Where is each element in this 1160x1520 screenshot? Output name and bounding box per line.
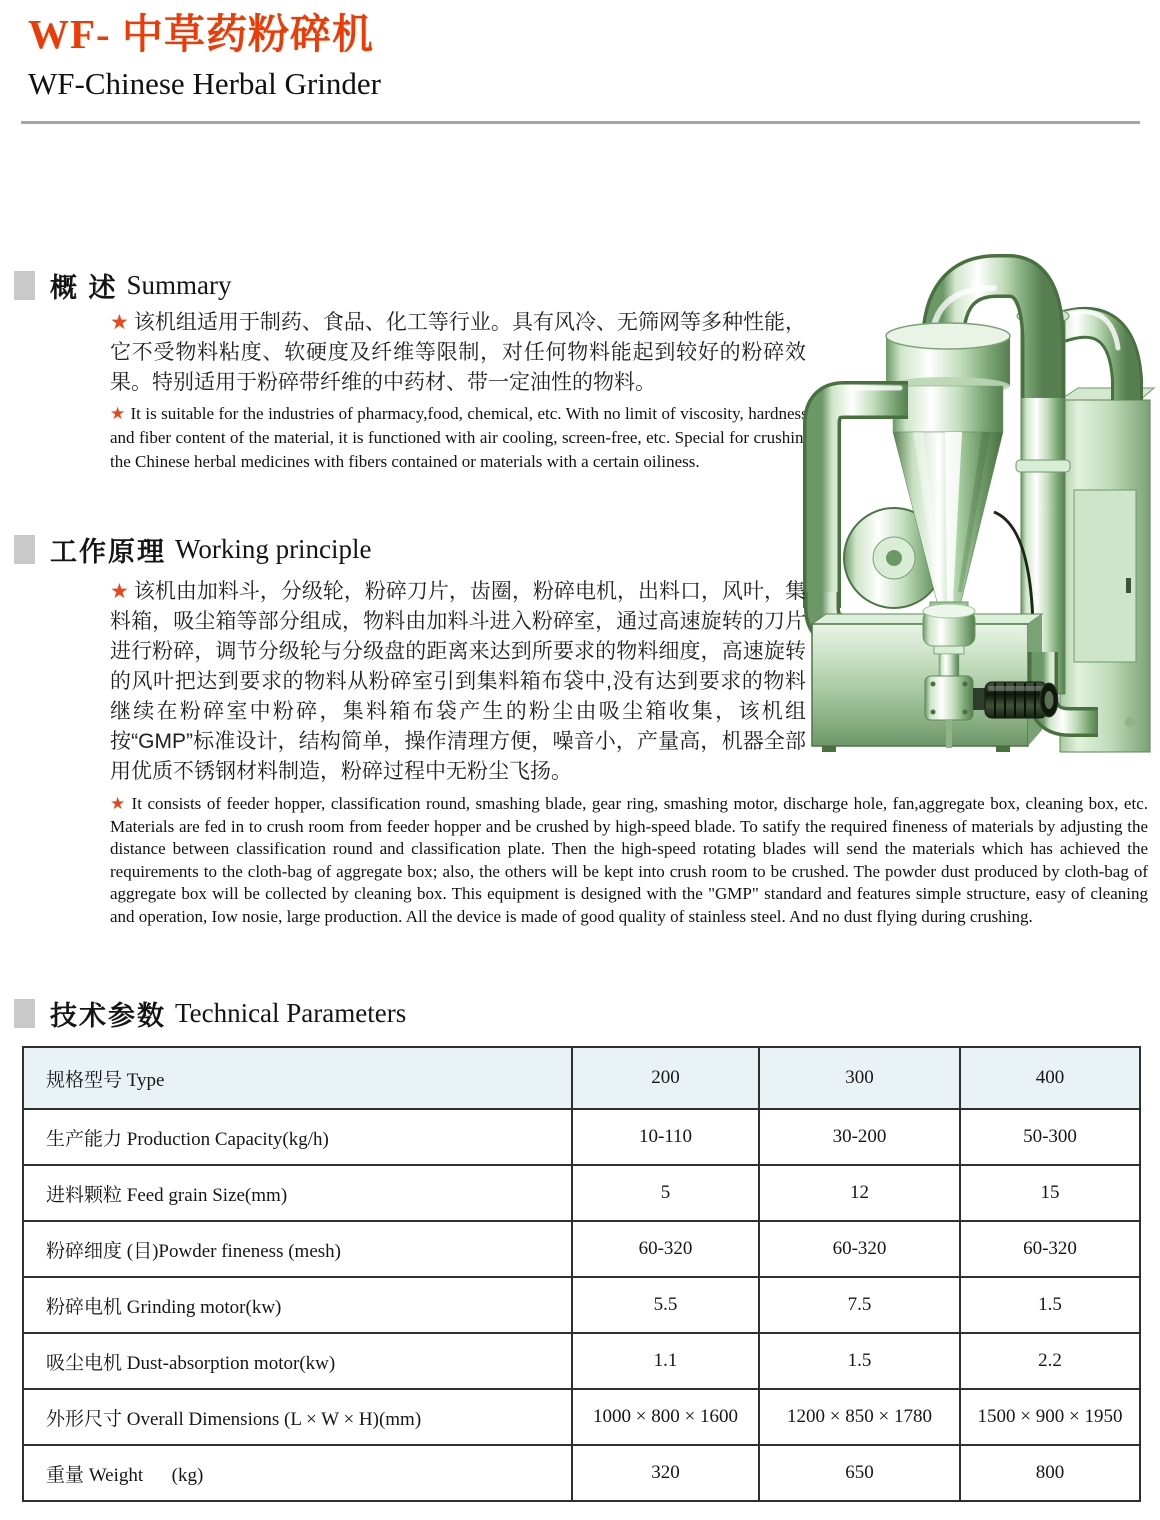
section-heading-zh: 技术参数: [50, 1001, 166, 1031]
row-value: 650: [759, 1445, 960, 1501]
row-label: 生产能力 Production Capacity(kg/h): [23, 1109, 572, 1165]
summary-text-en: It is suitable for the industries of pharmacy,food, chemical, etc. With no limit of viscosity, hardness, and fiber content of the material, it is functioned with air cooling, screen-free, etc. Special for crushing the Chinese herbal medicines with fibers contained or materials with a certain oiliness.: [110, 404, 812, 471]
working-paragraph-zh: [110, 577, 806, 787]
header-divider: [21, 121, 1140, 124]
section-heading-zh: 概 述: [50, 273, 118, 303]
table-row: [23, 1109, 1140, 1165]
table-row: [23, 1221, 1140, 1277]
row-label: 外形尺寸 Overall Dimensions (L × W × H)(mm): [23, 1389, 572, 1445]
row-value: 1.5: [960, 1277, 1140, 1333]
row-label: 粉碎电机 Grinding motor(kw): [23, 1277, 572, 1333]
row-value: 60-320: [759, 1221, 960, 1277]
section-bullet-icon: [14, 535, 35, 564]
row-value: 10-110: [572, 1109, 759, 1165]
row-value: 1500 × 900 × 1950: [960, 1389, 1140, 1445]
summary-paragraph-zh: [110, 308, 806, 398]
row-label: 重量 Weight (kg): [23, 1445, 572, 1501]
row-value: 1.1: [572, 1333, 759, 1389]
row-value: 12: [759, 1165, 960, 1221]
table-header-label: 规格型号 Type: [23, 1047, 572, 1109]
page-subtitle: WF-Chinese Herbal Grinder: [28, 66, 381, 101]
row-value: 50-300: [960, 1109, 1140, 1165]
section-heading-en: Working principle: [175, 534, 372, 564]
star-icon: ★: [110, 580, 129, 603]
table-row: [23, 1389, 1140, 1445]
machine-photo: [796, 252, 1156, 790]
star-icon: ★: [110, 311, 129, 334]
section-bullet-icon: [14, 271, 35, 300]
model-300: 300: [759, 1047, 960, 1109]
model-400: 400: [960, 1047, 1140, 1109]
section-heading-en: Technical Parameters: [175, 998, 407, 1028]
row-value: 15: [960, 1165, 1140, 1221]
summary-text-zh: 该机组适用于制药、食品、化工等行业。具有风冷、无筛网等多种性能，它不受物料粘度、软硬度及纤维等限制，对任何物料能起到较好的粉碎效果。特别适用于粉碎带纤维的中药材、带一定油性的物料。: [110, 311, 807, 394]
technical-parameters-table: [22, 1046, 1141, 1502]
row-value: 2.2: [960, 1333, 1140, 1389]
row-value: 7.5: [759, 1277, 960, 1333]
section-heading-summary: [14, 266, 232, 305]
row-value: 1.5: [759, 1333, 960, 1389]
row-value: 60-320: [572, 1221, 759, 1277]
section-heading-tech: [14, 994, 406, 1033]
star-icon: ★: [110, 404, 126, 423]
table-header-row: [23, 1047, 1140, 1109]
page-title: WF- 中草药粉碎机: [28, 11, 374, 57]
table-row: [23, 1165, 1140, 1221]
working-text-zh: 该机由加料斗，分级轮，粉碎刀片，齿圈，粉碎电机，出料口，风叶，集料箱，吸尘箱等部分组成，物料由加料斗进入粉碎室，通过高速旋转的刀片进行粉碎，调节分级轮与分级盘的距离来达到所要求的物料细度，高速旋转的风叶把达到要求的物料从粉碎室引到集料箱布袋中,没有达到要求的物料继续在粉碎室中粉碎，集料箱布袋产生的粉尘由吸尘箱收集，该机组按“GMP”标准设计，结构简单，操作清理方便，噪音小，产量高，机器全部用优质不锈钢材料制造，粉碎过程中无粉尘飞扬。: [110, 580, 807, 783]
table-row: [23, 1333, 1140, 1389]
model-200: 200: [572, 1047, 759, 1109]
row-label: 进料颗粒 Feed grain Size(mm): [23, 1165, 572, 1221]
row-value: 320: [572, 1445, 759, 1501]
section-heading-en: Summary: [126, 270, 232, 300]
row-value: 800: [960, 1445, 1140, 1501]
row-value: 30-200: [759, 1109, 960, 1165]
section-bullet-icon: [14, 999, 35, 1028]
row-value: 1000 × 800 × 1600: [572, 1389, 759, 1445]
section-heading-working: [14, 530, 372, 569]
row-value: 60-320: [960, 1221, 1140, 1277]
table-row: [23, 1445, 1140, 1501]
row-label: 粉碎细度 (目)Powder fineness (mesh): [23, 1221, 572, 1277]
row-label: 吸尘电机 Dust-absorption motor(kw): [23, 1333, 572, 1389]
working-paragraph-en: [110, 793, 1148, 929]
section-heading-zh: 工作原理: [50, 537, 166, 567]
row-value: 5: [572, 1165, 759, 1221]
table-row: [23, 1277, 1140, 1333]
row-value: 1200 × 850 × 1780: [759, 1389, 960, 1445]
star-icon: ★: [110, 794, 127, 813]
grinder-machine-illustration: [796, 252, 1156, 790]
row-value: 5.5: [572, 1277, 759, 1333]
summary-paragraph-en: [110, 402, 812, 474]
working-text-en: It consists of feeder hopper, classification round, smashing blade, gear ring, smashing motor, discharge hole, fan,aggregate box, cleaning box, etc. Materials are fed in to crush room from feeder hopper and be crushed by high-speed blade. To satify the required fineness of materials by adjusting the distance between classification round and classification plate. Then the high-speed rotating blades will send the materials which has achieved the requirements to the cloth-bag of aggregate box; also, the others will be kept into crush room to be crushed. The powder dust produced by cloth-bag of aggregate box will be collected by cleaning box. This equipment is designed with the "GMP" standard and features simple structure, easy of cleaning and operation, Iow nosie, large production. All the device is made of good quality of stainless steel. And no dust flying during crushing.: [110, 794, 1148, 926]
